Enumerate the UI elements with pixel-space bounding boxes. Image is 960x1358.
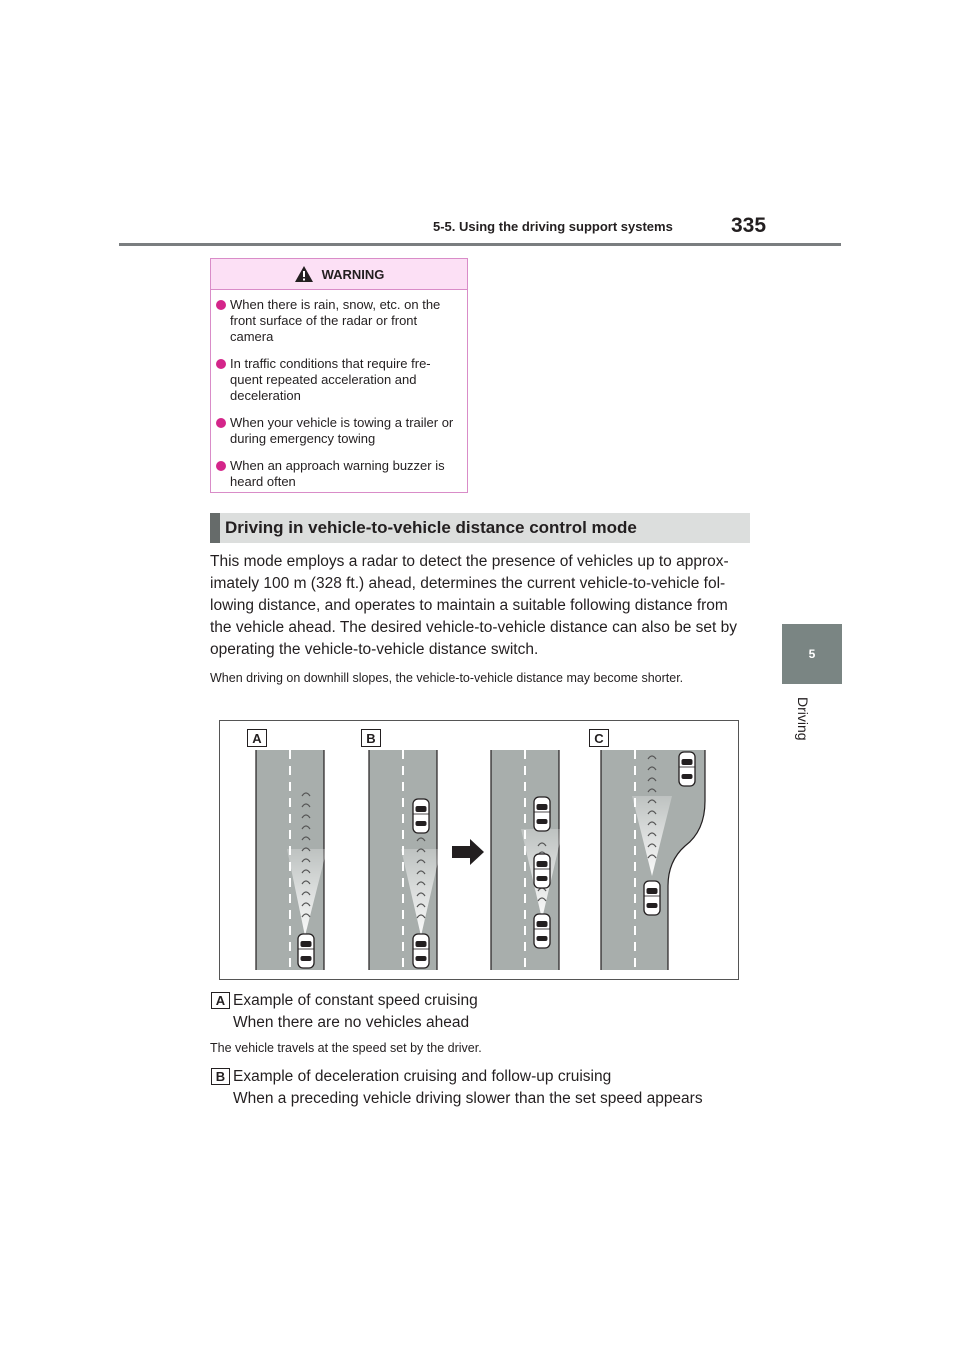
figure-illustration — [220, 721, 740, 981]
small-note: When driving on downhill slopes, the vehicle-to-vehicle distance may become shorter. — [210, 671, 684, 685]
warning-item-text: In traffic conditions that require fre-quent repeated acceleration and deceleration — [230, 356, 431, 403]
desc-a-note: The vehicle travels at the speed set by the driver. — [210, 1041, 482, 1055]
warning-header — [211, 259, 467, 290]
warning-box — [210, 258, 468, 493]
transition-arrow-icon — [452, 839, 484, 865]
warning-item-text: When an approach warning buzzer is heard often — [230, 458, 445, 489]
warning-item — [215, 458, 457, 490]
section-heading: Driving in vehicle-to-vehicle distance control mode — [210, 513, 750, 543]
desc-a-subtitle: When there are no vehicles ahead — [233, 1014, 470, 1031]
warning-item-text: When your vehicle is towing a trailer or during emergency towing — [230, 415, 454, 446]
bullet-icon — [216, 461, 226, 471]
section-title: 5-5. Using the driving support systems — [433, 219, 673, 234]
road-b — [369, 750, 441, 970]
bullet-icon — [216, 359, 226, 369]
chapter-label: Driving — [795, 697, 811, 741]
figure-label-c: C — [589, 729, 609, 747]
desc-label-a: A — [211, 992, 230, 1009]
warning-item — [215, 415, 457, 447]
bullet-icon — [216, 418, 226, 428]
header-rule — [119, 243, 841, 246]
road-a — [256, 750, 327, 970]
desc-label-b: B — [211, 1068, 230, 1085]
bullet-icon — [216, 300, 226, 310]
chapter-tab[interactable] — [782, 624, 842, 684]
desc-b-subtitle: When a preceding vehicle driving slower than the set speed appears — [233, 1090, 703, 1107]
body-paragraph: This mode employs a radar to detect the presence of vehicles up to approx-imately 100 m (328 ft.) ahead, determines the current vehicle-to-vehicle fol-lowing distance, and operates to maintain a suitable following distance from the vehicle ahead. The desired vehicle-to-vehicle distance can also be set by operating the vehicle-to-vehicle distance switch. — [210, 553, 738, 658]
warning-item — [215, 297, 457, 345]
warning-item — [215, 356, 457, 404]
desc-a-title: Example of constant speed cruising — [233, 992, 478, 1009]
road-c — [601, 750, 705, 970]
road-b-followup — [491, 750, 563, 970]
warning-list — [211, 290, 467, 490]
warning-title: WARNING — [321, 266, 385, 282]
chapter-number: 5 — [808, 647, 816, 661]
page-number: 335 — [731, 214, 767, 237]
warning-triangle-icon — [294, 265, 314, 283]
figure-label-a: A — [247, 729, 267, 747]
figure-label-b: B — [361, 729, 381, 747]
desc-b-title: Example of deceleration cruising and follow-up cruising — [233, 1068, 612, 1085]
warning-item-text: When there is rain, snow, etc. on the front surface of the radar or front camera — [230, 297, 441, 344]
distance-control-figure — [219, 720, 739, 980]
